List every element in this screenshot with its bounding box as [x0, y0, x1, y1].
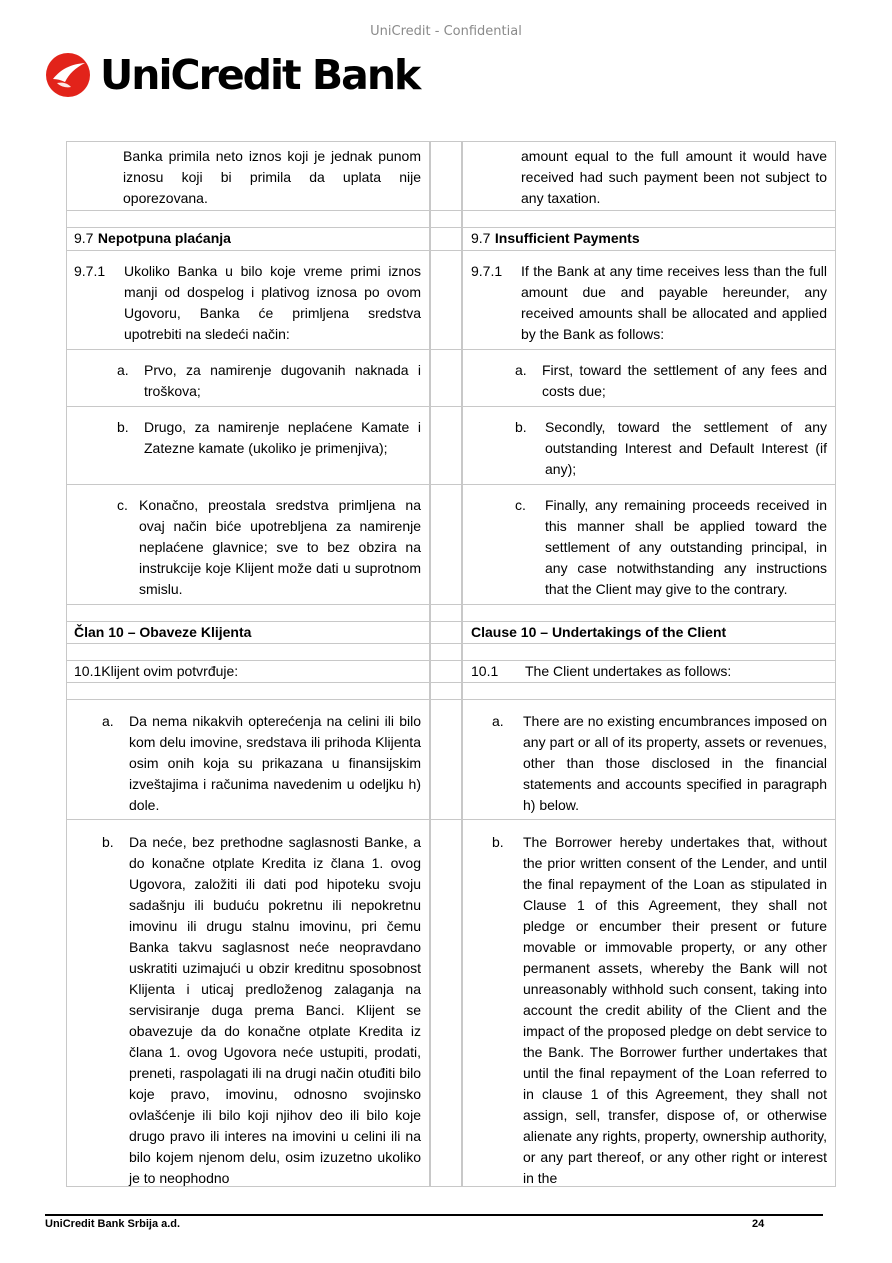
- logo-text: UniCredit Bank: [100, 50, 420, 99]
- unicredit-logo: [45, 52, 419, 98]
- paragraph-text: amount equal to the full amount it would have received had such payment been not subject to any taxation.: [521, 148, 827, 206]
- column-gap: [430, 700, 462, 819]
- left-cell: [66, 644, 430, 660]
- column-gap: [430, 644, 462, 660]
- list-item: [74, 832, 421, 1189]
- page-number: 24: [752, 1218, 765, 1230]
- paragraph-text: Prvo, za namirenje dugovanih naknada i troškova;: [144, 362, 421, 399]
- table-row-spacer: [66, 604, 836, 621]
- column-gap: [430, 683, 462, 699]
- list-item: [471, 832, 827, 1189]
- table-row-spacer: [66, 643, 836, 660]
- left-cell: [66, 142, 430, 210]
- item-letter: b.: [117, 419, 129, 435]
- paragraph-text: Ukoliko Banka u bilo koje vreme primi iznos manji od dospelog i plativog iznosa po ovom Ugovoru, Banka će primljena sredstva upotrebiti na sledeći način:: [124, 263, 421, 342]
- column-gap: [430, 228, 462, 250]
- clause-number: 9.7.1: [74, 263, 106, 279]
- paragraph-text: The Borrower hereby undertakes that, without the prior written consent of the Lender, and until the final repayment of the Loan as stipulated in Clause 1 of this Agreement, they shall not pledge or encumber their present or future movable or immovable property, or any other permanent assets, whereby the Bank will not unreasonably withhold such consent, taking into account the credit ability of the Client and the impact of the proposed pledge on debt service to the Bank. The Borrower further undertakes that until the final repayment of the Loan referred to in clause 1 of this Agreement, they shall not assign, sell, transfer, dispose of, or otherwise alienate any rights, property, ownership authority, or any part thereof, or any other right or interest in the: [523, 834, 827, 1186]
- table-row: [66, 819, 836, 1187]
- item-letter: c.: [515, 497, 526, 513]
- item-letter: b.: [102, 834, 114, 850]
- left-cell: [66, 622, 430, 643]
- item-letter: b.: [515, 419, 527, 435]
- item-letter: a.: [515, 362, 527, 378]
- section-number: 9.7: [471, 230, 491, 246]
- paragraph-text: Da neće, bez prethodne saglasnosti Banke, a do konačne otplate Kredita iz člana 1. ovog Ugovora, založiti ili dati pod hipoteku svoju sadašnju ili buduću pokretnu ili nepokretnu imovinu ili drugu stalnu imovinu, pri čemu Banka takvu saglasnost neće neopravdano uskratiti uzimajući u obzir kreditnu sposobnost Klijenta i uticaj predloženog zalaganja na servisiranje duga prema Banci. Klijent se obavezuje da do konačne otplate Kredita iz člana 1. ovog Ugovora neće ustupiti, prodati, preneti, raspolagati ili na drugi način otuđiti bilo koje pravo, imovinu, odnosno svojinsko ovlašćenje ili bilo koji njihov deo ili bilo koje drugo pravo ili interes na imovini u celini ili na bilo kojem njenom delu, osim izuzetno ukoliko je to neophodno: [129, 834, 421, 1186]
- list-item: [74, 360, 421, 402]
- column-gap: [430, 142, 462, 210]
- left-cell: [66, 820, 430, 1186]
- clause-number: 10.1: [74, 663, 102, 679]
- left-cell: [66, 350, 430, 406]
- table-row: [66, 250, 836, 349]
- list-item: [471, 360, 827, 402]
- item-letter: a.: [492, 713, 504, 729]
- right-cell: [462, 485, 836, 604]
- paragraph-text: If the Bank at any time receives less than the full amount due and payable hereunder, any received amounts shall be allocated and applied by the Bank as follows:: [521, 263, 827, 342]
- table-row: [66, 406, 836, 484]
- paragraph-text: Klijent ovim potvrđuje:: [101, 663, 239, 679]
- column-gap: [430, 605, 462, 621]
- left-cell: [66, 211, 430, 227]
- table-row: [66, 141, 836, 210]
- numbered-paragraph: [471, 661, 827, 682]
- confidential-label: UniCredit - Confidential: [370, 24, 522, 39]
- paragraph-text: There are no existing encumbrances imposed on any part or all of its property, assets or revenues, other than those disclosed in the financial statements and accounts specified in paragraph h) below.: [523, 713, 827, 813]
- footer-divider: [45, 1214, 823, 1216]
- right-cell: [462, 211, 836, 227]
- left-cell: [66, 605, 430, 621]
- list-item: [74, 495, 421, 600]
- left-cell: [66, 228, 430, 250]
- section-title: Nepotpuna plaćanja: [97, 230, 231, 246]
- table-row: [66, 660, 836, 682]
- right-cell: [462, 350, 836, 406]
- paragraph-text: Banka primila neto iznos koji je jednak punom iznosu koji bi primila da uplata nije oporezovana.: [123, 148, 421, 206]
- column-gap: [430, 211, 462, 227]
- clause-number: 10.1: [471, 663, 499, 679]
- left-cell: [66, 661, 430, 682]
- left-cell: [66, 407, 430, 484]
- table-row: [66, 349, 836, 406]
- paragraph-text: Da nema nikakvih opterećenja na celini ili bilo kom delu imovine, sredstava ili prihoda Klijenta osim onih koja su prikazana u finansijskim izveštajima i računima navedenim u odeljku h) dole.: [129, 713, 421, 813]
- section-title: Član 10 – Obaveze Klijenta: [74, 624, 252, 640]
- list-item: [471, 417, 827, 480]
- table-row: [66, 699, 836, 819]
- right-cell: [462, 407, 836, 484]
- table-row-spacer: [66, 682, 836, 699]
- right-cell: [462, 700, 836, 819]
- list-item: [471, 495, 827, 600]
- left-cell: [66, 251, 430, 349]
- paragraph-text: Konačno, preostala sredstva primljena na ovaj način biće upotrebljena za namirenje neplaćene glavnice; sve to bez obzira na instrukcije koje Klijent može dati u suprotnom smislu.: [139, 497, 421, 597]
- right-cell: [462, 142, 836, 210]
- table-row-spacer: [66, 210, 836, 227]
- right-cell: [462, 228, 836, 250]
- item-letter: b.: [492, 834, 504, 850]
- unicredit-emblem-icon: [45, 52, 91, 98]
- right-cell: [462, 644, 836, 660]
- left-cell: [66, 485, 430, 604]
- paragraph-text: Finally, any remaining proceeds received in this manner shall be applied toward the settlement of any outstanding principal, in any case notwithstanding any instructions that the Client may give to the contrary.: [545, 497, 827, 597]
- section-title: Insufficient Payments: [494, 230, 640, 246]
- paragraph-text: Secondly, toward the settlement of any outstanding Interest and Default Interest (if any);: [545, 419, 827, 477]
- column-gap: [430, 661, 462, 682]
- paragraph-text: First, toward the settlement of any fees and costs due;: [542, 362, 827, 399]
- right-cell: [462, 683, 836, 699]
- left-cell: [66, 683, 430, 699]
- list-item: [74, 417, 421, 459]
- column-gap: [430, 622, 462, 643]
- item-letter: a.: [102, 713, 114, 729]
- table-row-heading: [66, 621, 836, 643]
- list-item: [471, 711, 827, 816]
- section-title: Clause 10 – Undertakings of the Client: [471, 624, 727, 640]
- paragraph-text: The Client undertakes as follows:: [525, 663, 732, 679]
- section-number: 9.7: [74, 230, 94, 246]
- column-gap: [430, 407, 462, 484]
- column-gap: [430, 485, 462, 604]
- numbered-paragraph: [74, 261, 421, 345]
- footer-company: UniCredit Bank Srbija a.d.: [45, 1218, 181, 1230]
- column-gap: [430, 350, 462, 406]
- right-cell: [462, 820, 836, 1186]
- left-cell: [66, 700, 430, 819]
- item-letter: c.: [117, 497, 128, 513]
- list-item: [74, 711, 421, 816]
- column-gap: [430, 251, 462, 349]
- table-row: [66, 484, 836, 604]
- numbered-paragraph: [471, 261, 827, 345]
- paragraph-text: Drugo, za namirenje neplaćene Kamate i Zatezne kamate (ukoliko je primenjiva);: [144, 419, 421, 456]
- numbered-paragraph: [74, 661, 421, 682]
- right-cell: [462, 251, 836, 349]
- right-cell: [462, 622, 836, 643]
- right-cell: [462, 605, 836, 621]
- right-cell: [462, 661, 836, 682]
- bilingual-document-table: [66, 141, 836, 1187]
- table-row-heading: [66, 227, 836, 250]
- column-gap: [430, 820, 462, 1186]
- item-letter: a.: [117, 362, 129, 378]
- clause-number: 9.7.1: [471, 263, 503, 279]
